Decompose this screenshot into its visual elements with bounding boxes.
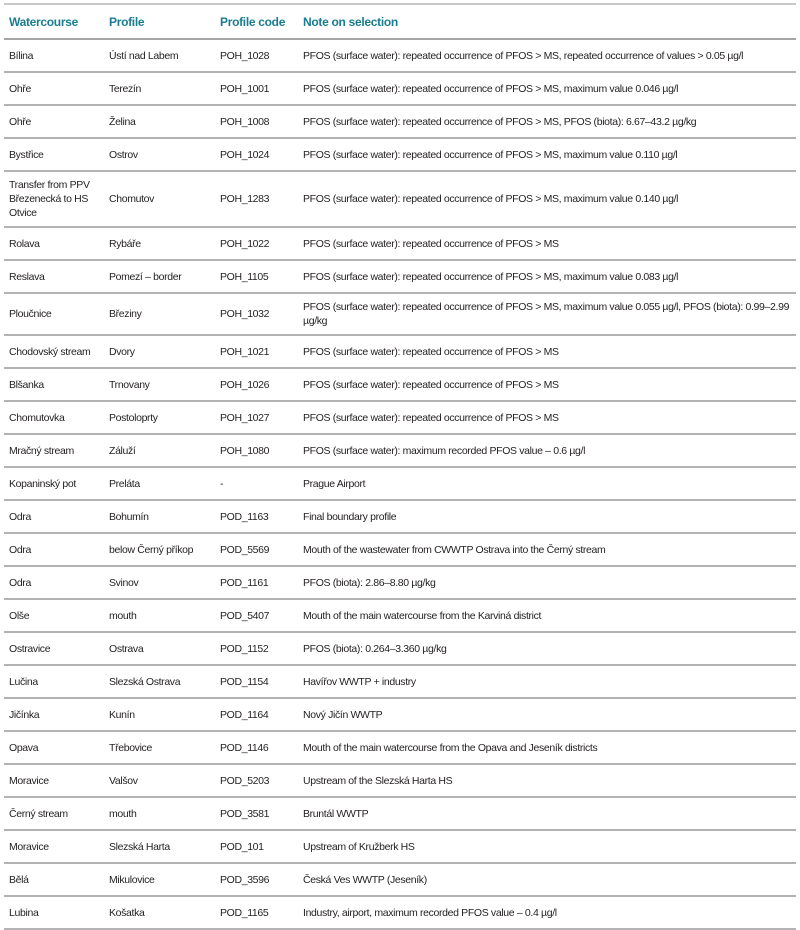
profile-code-cell: POH_1105: [215, 260, 298, 293]
profile-code-cell: POH_1001: [215, 72, 298, 105]
note-cell: PFOS (biota): 2.86–8.80 µg/kg: [298, 566, 796, 599]
profile-cell: Mikulovice: [104, 863, 215, 896]
note-cell: PFOS (surface water): repeated occurrence of PFOS > MS: [298, 401, 796, 434]
profile-code-cell: POD_1165: [215, 896, 298, 929]
note-cell: PFOS (surface water): repeated occurrence of PFOS > MS, maximum value 0.046 µg/l: [298, 72, 796, 105]
profile-cell: Želina: [104, 105, 215, 138]
table-row: [4, 39, 796, 72]
profile-cell: mouth: [104, 599, 215, 632]
profile-cell: Pomezí – border: [104, 260, 215, 293]
profile-code-cell: POD_5203: [215, 764, 298, 797]
watercourse-cell: Reslava: [4, 260, 104, 293]
table-row: [4, 260, 796, 293]
watercourse-cell: Odra: [4, 500, 104, 533]
note-cell: PFOS (surface water): repeated occurrence of PFOS > MS, maximum value 0.083 µg/l: [298, 260, 796, 293]
profile-code-cell: POH_1080: [215, 434, 298, 467]
profile-cell: Bohumín: [104, 500, 215, 533]
profile-code-cell: POD_5569: [215, 533, 298, 566]
note-cell: PFOS (surface water): repeated occurrence of PFOS > MS: [298, 368, 796, 401]
note-cell: Mouth of the wastewater from CWWTP Ostrava into the Černý stream: [298, 533, 796, 566]
profile-code-cell: POH_1022: [215, 227, 298, 260]
table-row: [4, 105, 796, 138]
watercourse-cell: Ostravice: [4, 632, 104, 665]
profile-cell: Preláta: [104, 467, 215, 500]
note-cell: Upstream of Kružberk HS: [298, 830, 796, 863]
table-row: [4, 533, 796, 566]
table-row: [4, 863, 796, 896]
watercourse-cell: Bílina: [4, 39, 104, 72]
profile-code-cell: POH_1021: [215, 335, 298, 368]
profile-code-cell: POD_3581: [215, 797, 298, 830]
table-row: [4, 632, 796, 665]
profile-code-cell: POD_3596: [215, 863, 298, 896]
note-cell: PFOS (surface water): repeated occurrence of PFOS > MS, maximum value 0.110 µg/l: [298, 138, 796, 171]
note-cell: PFOS (surface water): repeated occurrence of PFOS > MS, PFOS (biota): 6.67–43.2 µg/kg: [298, 105, 796, 138]
table-row: [4, 665, 796, 698]
profile-cell: Ostrov: [104, 138, 215, 171]
table-row: [4, 500, 796, 533]
watercourse-cell: Rolava: [4, 227, 104, 260]
profile-cell: Chomutov: [104, 171, 215, 227]
watercourse-cell: Chomutovka: [4, 401, 104, 434]
table-row: [4, 401, 796, 434]
watercourse-cell: Mračný stream: [4, 434, 104, 467]
watercourse-cell: Lubina: [4, 896, 104, 929]
profile-code-cell: POD_5407: [215, 599, 298, 632]
watercourse-cell: Ploučnice: [4, 293, 104, 335]
watercourse-cell: Kopaninský pot: [4, 467, 104, 500]
profile-code-cell: POH_1008: [215, 105, 298, 138]
profile-cell: mouth: [104, 797, 215, 830]
watercourse-cell: Opava: [4, 731, 104, 764]
profile-cell: Třebovice: [104, 731, 215, 764]
header-note: Note on selection: [298, 4, 796, 39]
table-row: [4, 566, 796, 599]
profile-cell: below Černý příkop: [104, 533, 215, 566]
profile-code-cell: POD_1163: [215, 500, 298, 533]
note-cell: PFOS (surface water): repeated occurrence of PFOS > MS: [298, 335, 796, 368]
note-cell: Upstream of the Slezská Harta HS: [298, 764, 796, 797]
profile-cell: Terezín: [104, 72, 215, 105]
table-row: [4, 368, 796, 401]
table-row: [4, 797, 796, 830]
watercourse-cell: Jičínka: [4, 698, 104, 731]
profile-code-cell: POD_101: [215, 830, 298, 863]
header-profile: Profile: [104, 4, 215, 39]
profile-cell: Dvory: [104, 335, 215, 368]
watercourse-cell: Transfer from PPV Březenecká to HS Otvice: [4, 171, 104, 227]
table-row: [4, 434, 796, 467]
note-cell: Prague Airport: [298, 467, 796, 500]
header-profile-code: Profile code: [215, 4, 298, 39]
watercourse-cell: Ohře: [4, 105, 104, 138]
header-watercourse: Watercourse: [4, 4, 104, 39]
profile-code-cell: POH_1027: [215, 401, 298, 434]
table-row: [4, 764, 796, 797]
table-row: [4, 138, 796, 171]
profile-cell: Rybáře: [104, 227, 215, 260]
table-row: [4, 227, 796, 260]
note-cell: Final boundary profile: [298, 500, 796, 533]
watercourse-cell: Bělá: [4, 863, 104, 896]
watercourse-cell: Černý stream: [4, 797, 104, 830]
watercourse-cell: Odra: [4, 533, 104, 566]
note-cell: PFOS (surface water): repeated occurrence of PFOS > MS, maximum value 0.055 µg/l, PFOS (biota): 0.99–2.99 µg/kg: [298, 293, 796, 335]
profile-cell: Kunín: [104, 698, 215, 731]
note-cell: Mouth of the main watercourse from the Opava and Jeseník districts: [298, 731, 796, 764]
profile-cell: Záluží: [104, 434, 215, 467]
note-cell: Česká Ves WWTP (Jeseník): [298, 863, 796, 896]
profile-cell: Březiny: [104, 293, 215, 335]
watercourse-cell: Chodovský stream: [4, 335, 104, 368]
watercourse-cell: Blšanka: [4, 368, 104, 401]
profile-code-cell: POH_1283: [215, 171, 298, 227]
table-row: [4, 731, 796, 764]
note-cell: Mouth of the main watercourse from the Karviná district: [298, 599, 796, 632]
profile-code-cell: POH_1032: [215, 293, 298, 335]
watercourse-cell: Lučina: [4, 665, 104, 698]
table-row: [4, 467, 796, 500]
profile-code-cell: -: [215, 467, 298, 500]
note-cell: PFOS (surface water): repeated occurrence of PFOS > MS, repeated occurrence of values > 0.05 µg/l: [298, 39, 796, 72]
note-cell: PFOS (surface water): repeated occurrence of PFOS > MS, maximum value 0.140 µg/l: [298, 171, 796, 227]
profile-code-cell: POD_1161: [215, 566, 298, 599]
note-cell: Havířov WWTP + industry: [298, 665, 796, 698]
profile-code-cell: POH_1026: [215, 368, 298, 401]
profile-code-cell: POD_1164: [215, 698, 298, 731]
note-cell: PFOS (surface water): repeated occurrence of PFOS > MS: [298, 227, 796, 260]
profile-code-cell: POD_1152: [215, 632, 298, 665]
table-row: [4, 830, 796, 863]
table-row: [4, 335, 796, 368]
profile-cell: Slezská Harta: [104, 830, 215, 863]
note-cell: Industry, airport, maximum recorded PFOS value – 0.4 µg/l: [298, 896, 796, 929]
table-row: [4, 293, 796, 335]
note-cell: Nový Jičín WWTP: [298, 698, 796, 731]
table-row: [4, 171, 796, 227]
watercourse-profiles-table: [4, 3, 796, 930]
profile-cell: Svinov: [104, 566, 215, 599]
watercourse-cell: Odra: [4, 566, 104, 599]
profile-cell: Trnovany: [104, 368, 215, 401]
watercourse-cell: Ohře: [4, 72, 104, 105]
profile-code-cell: POH_1028: [215, 39, 298, 72]
profile-cell: Ústí nad Labem: [104, 39, 215, 72]
profile-code-cell: POD_1154: [215, 665, 298, 698]
watercourse-cell: Moravice: [4, 764, 104, 797]
profile-cell: Postoloprty: [104, 401, 215, 434]
profile-cell: Slezská Ostrava: [104, 665, 215, 698]
watercourse-cell: Moravice: [4, 830, 104, 863]
profile-cell: Valšov: [104, 764, 215, 797]
table-row: [4, 896, 796, 929]
note-cell: PFOS (biota): 0.264–3.360 µg/kg: [298, 632, 796, 665]
table-row: [4, 698, 796, 731]
note-cell: PFOS (surface water): maximum recorded PFOS value – 0.6 µg/l: [298, 434, 796, 467]
table-header-row: [4, 4, 796, 39]
table-row: [4, 599, 796, 632]
profile-code-cell: POD_1146: [215, 731, 298, 764]
note-cell: Bruntál WWTP: [298, 797, 796, 830]
watercourse-cell: Bystřice: [4, 138, 104, 171]
profile-cell: Košatka: [104, 896, 215, 929]
table-row: [4, 72, 796, 105]
profile-code-cell: POH_1024: [215, 138, 298, 171]
watercourse-cell: Olše: [4, 599, 104, 632]
profile-cell: Ostrava: [104, 632, 215, 665]
